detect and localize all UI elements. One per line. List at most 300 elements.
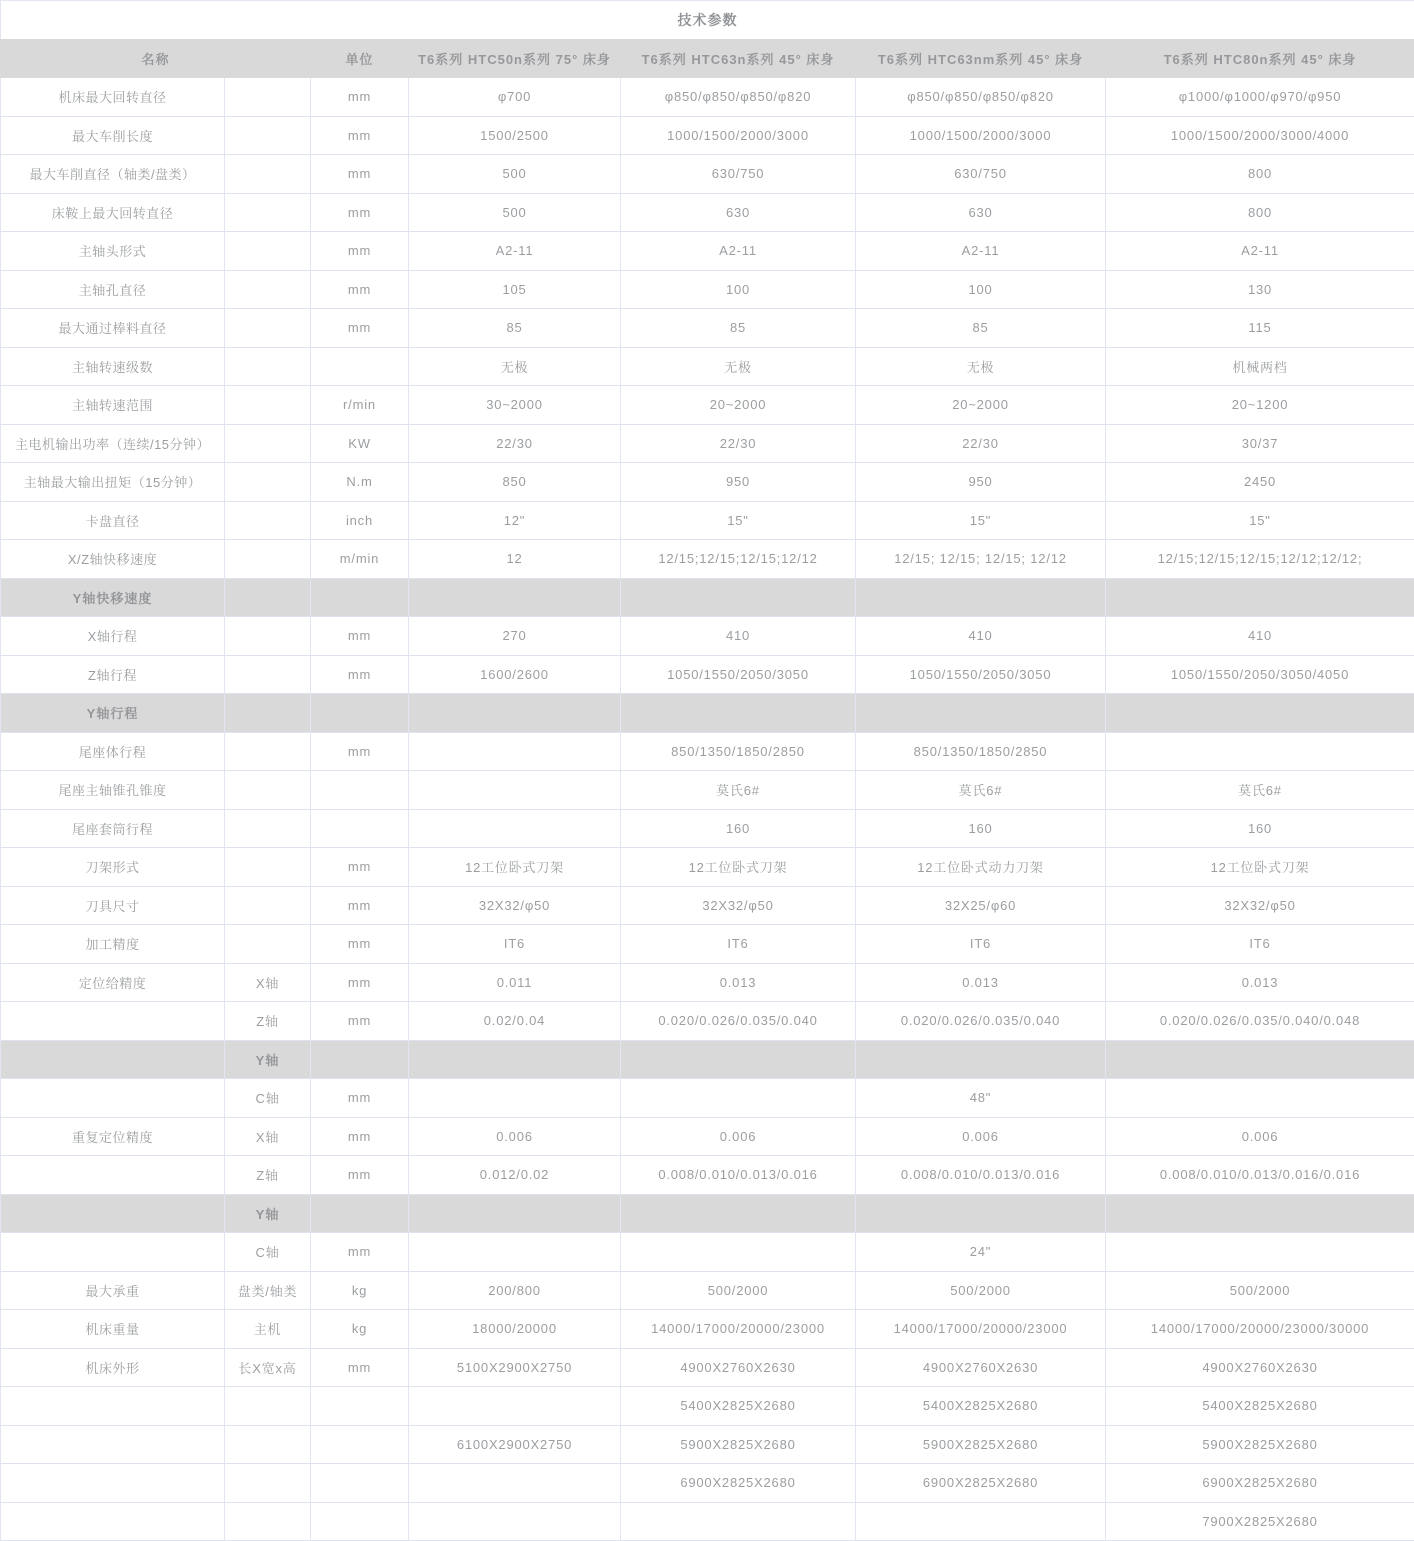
- param-sub-name: [225, 78, 311, 117]
- value-htc63n: 32X32/φ50: [621, 886, 856, 925]
- value-htc63nm: 1000/1500/2000/3000: [856, 116, 1106, 155]
- param-name: 主轴转速范围: [1, 386, 225, 425]
- param-name: Z轴行程: [1, 655, 225, 694]
- param-name: 主轴头形式: [1, 232, 225, 271]
- param-name: 床鞍上最大回转直径: [1, 193, 225, 232]
- value-htc80n: 20~1200: [1106, 386, 1414, 425]
- value-htc63n: 950: [621, 463, 856, 502]
- value-htc63nm: 6900X2825X2680: [856, 1464, 1106, 1503]
- value-htc80n: 130: [1106, 270, 1414, 309]
- section-cell: [311, 578, 409, 617]
- value-htc63n: 0.008/0.010/0.013/0.016: [621, 1156, 856, 1195]
- spec-row: [1, 1117, 1414, 1156]
- value-htc50n: 12: [409, 540, 621, 579]
- section-cell: [856, 694, 1106, 733]
- param-sub-name: [225, 270, 311, 309]
- param-sub-name: 主机: [225, 1310, 311, 1349]
- value-htc63nm: 32X25/φ60: [856, 886, 1106, 925]
- param-sub-name: [225, 1464, 311, 1503]
- value-htc50n: 12工位卧式刀架: [409, 848, 621, 887]
- value-htc80n: 12工位卧式刀架: [1106, 848, 1414, 887]
- param-sub-name: X轴: [225, 963, 311, 1002]
- header-model-htc80n: T6系列 HTC80n系列 45° 床身: [1106, 40, 1414, 78]
- param-name: 机床外形: [1, 1348, 225, 1387]
- param-sub-name: [225, 116, 311, 155]
- spec-row: [1, 1233, 1414, 1272]
- section-row: [1, 694, 1414, 733]
- value-htc63n: 160: [621, 809, 856, 848]
- value-htc80n: 机械两档: [1106, 347, 1414, 386]
- param-name: [1, 1002, 225, 1041]
- param-name: 主轴转速级数: [1, 347, 225, 386]
- param-unit: [311, 1425, 409, 1464]
- value-htc80n: 0.013: [1106, 963, 1414, 1002]
- section-cell: [1106, 694, 1414, 733]
- param-name: 定位给精度: [1, 963, 225, 1002]
- param-name: 尾座套筒行程: [1, 809, 225, 848]
- value-htc50n: 无极: [409, 347, 621, 386]
- value-htc63n: 5400X2825X2680: [621, 1387, 856, 1426]
- param-name: [1, 1233, 225, 1272]
- param-unit: m/min: [311, 540, 409, 579]
- value-htc63nm: 630: [856, 193, 1106, 232]
- param-name: 主电机输出功率（连续/15分钟）: [1, 424, 225, 463]
- param-unit: [311, 1502, 409, 1541]
- value-htc63nm: 0.013: [856, 963, 1106, 1002]
- spec-row: [1, 1079, 1414, 1118]
- param-unit: mm: [311, 1156, 409, 1195]
- value-htc63nm: 12工位卧式动力刀架: [856, 848, 1106, 887]
- section-cell: [856, 1194, 1106, 1233]
- value-htc50n: 200/800: [409, 1271, 621, 1310]
- param-unit: N.m: [311, 463, 409, 502]
- spec-row: [1, 963, 1414, 1002]
- param-unit: mm: [311, 1079, 409, 1118]
- param-sub-name: C轴: [225, 1079, 311, 1118]
- param-unit: mm: [311, 232, 409, 271]
- param-name: [1, 1156, 225, 1195]
- spec-row: [1, 1002, 1414, 1041]
- value-htc63nm: 100: [856, 270, 1106, 309]
- value-htc50n: IT6: [409, 925, 621, 964]
- value-htc63nm: 5900X2825X2680: [856, 1425, 1106, 1464]
- value-htc80n: 0.006: [1106, 1117, 1414, 1156]
- value-htc63nm: φ850/φ850/φ850/φ820: [856, 78, 1106, 117]
- value-htc63n: [621, 1233, 856, 1272]
- value-htc50n: 0.012/0.02: [409, 1156, 621, 1195]
- value-htc63n: 12/15;12/15;12/15;12/12: [621, 540, 856, 579]
- param-name: 尾座体行程: [1, 732, 225, 771]
- spec-row: [1, 232, 1414, 271]
- value-htc50n: 1600/2600: [409, 655, 621, 694]
- param-name: X轴行程: [1, 617, 225, 656]
- spec-row: [1, 270, 1414, 309]
- value-htc63nm: 12/15; 12/15; 12/15; 12/12: [856, 540, 1106, 579]
- section-cell: [409, 1194, 621, 1233]
- section-cell: [225, 694, 311, 733]
- value-htc63nm: 5400X2825X2680: [856, 1387, 1106, 1426]
- value-htc50n: [409, 809, 621, 848]
- spec-row: [1, 809, 1414, 848]
- spec-row: [1, 1348, 1414, 1387]
- param-sub-name: [225, 617, 311, 656]
- param-unit: [311, 1464, 409, 1503]
- value-htc63n: [621, 1502, 856, 1541]
- spec-row: [1, 155, 1414, 194]
- spec-row: [1, 386, 1414, 425]
- spec-row: [1, 347, 1414, 386]
- section-cell: [1106, 1194, 1414, 1233]
- spec-row: [1, 193, 1414, 232]
- param-unit: inch: [311, 501, 409, 540]
- value-htc63n: 无极: [621, 347, 856, 386]
- value-htc63n: 20~2000: [621, 386, 856, 425]
- section-label: Y轴: [225, 1040, 311, 1079]
- param-sub-name: Z轴: [225, 1156, 311, 1195]
- section-cell: [856, 578, 1106, 617]
- param-name: 卡盘直径: [1, 501, 225, 540]
- value-htc80n: 800: [1106, 193, 1414, 232]
- param-name: [1, 1079, 225, 1118]
- param-name: 主轴孔直径: [1, 270, 225, 309]
- value-htc80n: 6900X2825X2680: [1106, 1464, 1414, 1503]
- spec-row: [1, 463, 1414, 502]
- value-htc63nm: 160: [856, 809, 1106, 848]
- value-htc80n: 1050/1550/2050/3050/4050: [1106, 655, 1414, 694]
- section-cell: [409, 578, 621, 617]
- section-cell: [409, 1040, 621, 1079]
- param-sub-name: [225, 848, 311, 887]
- param-name: 加工精度: [1, 925, 225, 964]
- value-htc63n: [621, 1079, 856, 1118]
- spec-row: [1, 1425, 1414, 1464]
- value-htc63n: 14000/17000/20000/23000: [621, 1310, 856, 1349]
- param-sub-name: [225, 1425, 311, 1464]
- param-unit: mm: [311, 925, 409, 964]
- param-unit: mm: [311, 270, 409, 309]
- param-sub-name: [225, 424, 311, 463]
- param-unit: mm: [311, 155, 409, 194]
- value-htc50n: 105: [409, 270, 621, 309]
- param-sub-name: [225, 155, 311, 194]
- param-sub-name: [225, 655, 311, 694]
- value-htc50n: 30~2000: [409, 386, 621, 425]
- param-sub-name: 盘类/轴类: [225, 1271, 311, 1310]
- value-htc80n: 12/15;12/15;12/15;12/12;12/12;: [1106, 540, 1414, 579]
- value-htc63n: 6900X2825X2680: [621, 1464, 856, 1503]
- value-htc50n: φ700: [409, 78, 621, 117]
- value-htc63n: 22/30: [621, 424, 856, 463]
- value-htc80n: 7900X2825X2680: [1106, 1502, 1414, 1541]
- value-htc50n: 18000/20000: [409, 1310, 621, 1349]
- param-unit: r/min: [311, 386, 409, 425]
- value-htc50n: [409, 771, 621, 810]
- value-htc63n: 410: [621, 617, 856, 656]
- value-htc63nm: 410: [856, 617, 1106, 656]
- value-htc63nm: 无极: [856, 347, 1106, 386]
- param-name: 最大车削直径（轴类/盘类）: [1, 155, 225, 194]
- param-unit: mm: [311, 617, 409, 656]
- value-htc50n: 0.011: [409, 963, 621, 1002]
- value-htc80n: φ1000/φ1000/φ970/φ950: [1106, 78, 1414, 117]
- spec-row: [1, 1464, 1414, 1503]
- value-htc63n: φ850/φ850/φ850/φ820: [621, 78, 856, 117]
- spec-row: [1, 732, 1414, 771]
- param-unit: mm: [311, 1117, 409, 1156]
- spec-row: [1, 617, 1414, 656]
- spec-row: [1, 424, 1414, 463]
- value-htc63nm: 0.008/0.010/0.013/0.016: [856, 1156, 1106, 1195]
- param-unit: [311, 771, 409, 810]
- value-htc80n: 160: [1106, 809, 1414, 848]
- param-unit: mm: [311, 193, 409, 232]
- section-row: [1, 1040, 1414, 1079]
- value-htc63n: 15": [621, 501, 856, 540]
- value-htc63nm: 500/2000: [856, 1271, 1106, 1310]
- section-cell: [311, 1040, 409, 1079]
- section-cell: [409, 694, 621, 733]
- value-htc80n: 0.020/0.026/0.035/0.040/0.048: [1106, 1002, 1414, 1041]
- value-htc80n: 32X32/φ50: [1106, 886, 1414, 925]
- value-htc63nm: 22/30: [856, 424, 1106, 463]
- value-htc50n: A2-11: [409, 232, 621, 271]
- value-htc63nm: 0.006: [856, 1117, 1106, 1156]
- param-name: X/Z轴快移速度: [1, 540, 225, 579]
- param-name: [1, 1387, 225, 1426]
- section-label: Y轴: [225, 1194, 311, 1233]
- value-htc80n: 15": [1106, 501, 1414, 540]
- spec-row: [1, 771, 1414, 810]
- header-model-htc63n: T6系列 HTC63n系列 45° 床身: [621, 40, 856, 78]
- value-htc63n: IT6: [621, 925, 856, 964]
- param-name: 机床最大回转直径: [1, 78, 225, 117]
- param-unit: kg: [311, 1271, 409, 1310]
- param-sub-name: [225, 925, 311, 964]
- spec-row: [1, 501, 1414, 540]
- param-unit: mm: [311, 116, 409, 155]
- value-htc80n: 410: [1106, 617, 1414, 656]
- value-htc80n: 115: [1106, 309, 1414, 348]
- param-unit: mm: [311, 655, 409, 694]
- header-unit: 单位: [311, 40, 409, 78]
- spec-row: [1, 655, 1414, 694]
- value-htc80n: [1106, 732, 1414, 771]
- value-htc50n: 0.02/0.04: [409, 1002, 621, 1041]
- value-htc63n: 5900X2825X2680: [621, 1425, 856, 1464]
- param-sub-name: 长X宽x高: [225, 1348, 311, 1387]
- section-cell: [1106, 578, 1414, 617]
- param-unit: mm: [311, 78, 409, 117]
- section-row: [1, 1194, 1414, 1233]
- spec-row: [1, 540, 1414, 579]
- section-cell: [856, 1040, 1106, 1079]
- param-name: [1, 1502, 225, 1541]
- param-sub-name: [225, 886, 311, 925]
- page-title: 技术参数: [1, 1, 1414, 40]
- section-cell: [621, 694, 856, 733]
- value-htc63n: 500/2000: [621, 1271, 856, 1310]
- param-sub-name: [225, 463, 311, 502]
- value-htc50n: 500: [409, 155, 621, 194]
- value-htc50n: 22/30: [409, 424, 621, 463]
- value-htc80n: 5900X2825X2680: [1106, 1425, 1414, 1464]
- param-sub-name: [225, 771, 311, 810]
- section-cell: [225, 578, 311, 617]
- param-unit: mm: [311, 1002, 409, 1041]
- value-htc50n: 6100X2900X2750: [409, 1425, 621, 1464]
- value-htc50n: 85: [409, 309, 621, 348]
- value-htc63nm: 14000/17000/20000/23000: [856, 1310, 1106, 1349]
- value-htc63nm: 950: [856, 463, 1106, 502]
- value-htc63n: 4900X2760X2630: [621, 1348, 856, 1387]
- param-name: 最大通过棒料直径: [1, 309, 225, 348]
- value-htc63nm: 4900X2760X2630: [856, 1348, 1106, 1387]
- value-htc63nm: IT6: [856, 925, 1106, 964]
- param-sub-name: X轴: [225, 1117, 311, 1156]
- param-name: 主轴最大输出扭矩（15分钟）: [1, 463, 225, 502]
- value-htc50n: [409, 1464, 621, 1503]
- value-htc63nm: 24": [856, 1233, 1106, 1272]
- table-title-row: [1, 1, 1414, 40]
- value-htc63n: 0.020/0.026/0.035/0.040: [621, 1002, 856, 1041]
- section-cell: [621, 578, 856, 617]
- value-htc63n: 1000/1500/2000/3000: [621, 116, 856, 155]
- section-cell: [1, 1194, 225, 1233]
- value-htc63nm: [856, 1502, 1106, 1541]
- value-htc80n: 800: [1106, 155, 1414, 194]
- header-name: 名称: [1, 40, 311, 78]
- param-unit: [311, 809, 409, 848]
- param-name: 重复定位精度: [1, 1117, 225, 1156]
- value-htc80n: [1106, 1079, 1414, 1118]
- value-htc63n: 85: [621, 309, 856, 348]
- header-model-htc63nm: T6系列 HTC63nm系列 45° 床身: [856, 40, 1106, 78]
- value-htc63nm: 850/1350/1850/2850: [856, 732, 1106, 771]
- value-htc63nm: 20~2000: [856, 386, 1106, 425]
- param-unit: mm: [311, 309, 409, 348]
- value-htc80n: [1106, 1233, 1414, 1272]
- value-htc80n: 5400X2825X2680: [1106, 1387, 1414, 1426]
- value-htc80n: 0.008/0.010/0.013/0.016/0.016: [1106, 1156, 1414, 1195]
- section-cell: [621, 1040, 856, 1079]
- spec-row: [1, 78, 1414, 117]
- value-htc63n: 1050/1550/2050/3050: [621, 655, 856, 694]
- spec-row: [1, 1502, 1414, 1541]
- value-htc50n: 850: [409, 463, 621, 502]
- param-name: 最大车削长度: [1, 116, 225, 155]
- value-htc50n: 1500/2500: [409, 116, 621, 155]
- param-unit: mm: [311, 963, 409, 1002]
- param-sub-name: [225, 732, 311, 771]
- param-sub-name: Z轴: [225, 1002, 311, 1041]
- value-htc80n: 1000/1500/2000/3000/4000: [1106, 116, 1414, 155]
- spec-row: [1, 1271, 1414, 1310]
- param-name: 尾座主轴锥孔锥度: [1, 771, 225, 810]
- value-htc80n: A2-11: [1106, 232, 1414, 271]
- value-htc63nm: 0.020/0.026/0.035/0.040: [856, 1002, 1106, 1041]
- spec-row: [1, 925, 1414, 964]
- param-unit: mm: [311, 732, 409, 771]
- value-htc63n: 莫氏6#: [621, 771, 856, 810]
- value-htc80n: 500/2000: [1106, 1271, 1414, 1310]
- value-htc50n: 500: [409, 193, 621, 232]
- value-htc50n: [409, 732, 621, 771]
- section-label: Y轴快移速度: [1, 578, 225, 617]
- value-htc50n: 32X32/φ50: [409, 886, 621, 925]
- param-sub-name: [225, 309, 311, 348]
- param-sub-name: [225, 232, 311, 271]
- value-htc50n: [409, 1502, 621, 1541]
- param-sub-name: [225, 193, 311, 232]
- section-row: [1, 578, 1414, 617]
- param-unit: mm: [311, 848, 409, 887]
- section-cell: [311, 1194, 409, 1233]
- param-unit: KW: [311, 424, 409, 463]
- value-htc63n: 100: [621, 270, 856, 309]
- value-htc80n: 4900X2760X2630: [1106, 1348, 1414, 1387]
- value-htc63n: A2-11: [621, 232, 856, 271]
- value-htc63nm: 85: [856, 309, 1106, 348]
- param-name: [1, 1464, 225, 1503]
- value-htc50n: 12": [409, 501, 621, 540]
- section-cell: [1106, 1040, 1414, 1079]
- param-sub-name: C轴: [225, 1233, 311, 1272]
- value-htc63n: 0.006: [621, 1117, 856, 1156]
- value-htc63n: 630/750: [621, 155, 856, 194]
- spec-row: [1, 116, 1414, 155]
- param-name: 刀架形式: [1, 848, 225, 887]
- param-name: [1, 1425, 225, 1464]
- spec-row: [1, 886, 1414, 925]
- header-model-htc50n: T6系列 HTC50n系列 75° 床身: [409, 40, 621, 78]
- spec-row: [1, 1156, 1414, 1195]
- param-unit: mm: [311, 886, 409, 925]
- param-name: 机床重量: [1, 1310, 225, 1349]
- section-cell: [621, 1194, 856, 1233]
- param-sub-name: [225, 540, 311, 579]
- spec-row: [1, 309, 1414, 348]
- value-htc63nm: A2-11: [856, 232, 1106, 271]
- spec-row: [1, 1310, 1414, 1349]
- value-htc63n: 630: [621, 193, 856, 232]
- spec-row: [1, 848, 1414, 887]
- value-htc63nm: 莫氏6#: [856, 771, 1106, 810]
- param-sub-name: [225, 1387, 311, 1426]
- value-htc63nm: 1050/1550/2050/3050: [856, 655, 1106, 694]
- value-htc50n: 0.006: [409, 1117, 621, 1156]
- value-htc80n: 14000/17000/20000/23000/30000: [1106, 1310, 1414, 1349]
- param-sub-name: [225, 1502, 311, 1541]
- value-htc50n: [409, 1233, 621, 1272]
- spec-table-body: [1, 78, 1414, 1541]
- spec-row: [1, 1387, 1414, 1426]
- param-sub-name: [225, 501, 311, 540]
- value-htc50n: [409, 1387, 621, 1426]
- value-htc63n: 12工位卧式刀架: [621, 848, 856, 887]
- value-htc63nm: 630/750: [856, 155, 1106, 194]
- table-header-row: [1, 40, 1414, 78]
- section-cell: [1, 1040, 225, 1079]
- value-htc63n: 0.013: [621, 963, 856, 1002]
- section-label: Y轴行程: [1, 694, 225, 733]
- param-name: 刀具尺寸: [1, 886, 225, 925]
- value-htc80n: 莫氏6#: [1106, 771, 1414, 810]
- value-htc50n: [409, 1079, 621, 1118]
- value-htc63nm: 15": [856, 501, 1106, 540]
- value-htc50n: 270: [409, 617, 621, 656]
- param-sub-name: [225, 386, 311, 425]
- param-unit: [311, 1387, 409, 1426]
